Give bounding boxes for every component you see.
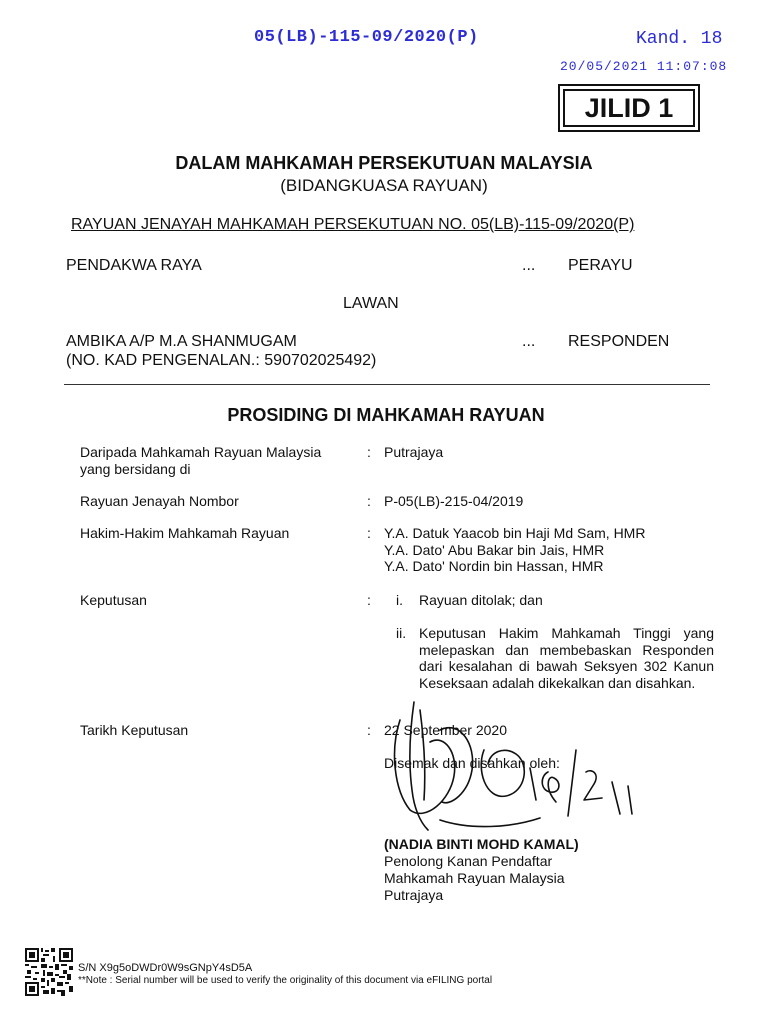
decision-ii-number: ii. [396,625,407,641]
divider [64,384,710,385]
filing-timestamp: 20/05/2021 11:07:08 [560,59,728,74]
respondent-name: AMBIKA A/P M.A SHANMUGAM [66,333,297,350]
from-court-label [80,444,321,478]
court-jurisdiction: (BIDANGKUASA RAYUAN) [280,176,488,195]
respondent-dots: ... [522,333,536,350]
jilid-box [558,84,700,132]
judges-list [384,525,645,575]
appeal-title: RAYUAN JENAYAH MAHKAMAH PERSEKUTUAN NO. 05(LB)-115-09/2020(P) [71,216,635,233]
court-name: DALAM MAHKAMAH PERSEKUTUAN MALAYSIA [175,153,593,173]
judge-name: Y.A. Dato' Nordin bin Hassan, HMR [384,558,604,574]
from-court-value: Putrajaya [384,444,444,460]
appeal-number-label: Rayuan Jenayah Nombor [80,493,239,509]
appellant-dots: ... [522,257,536,274]
respondent-role: RESPONDEN [568,333,670,350]
colon: : [367,592,371,608]
colon: : [367,493,371,509]
respondent-ic: (NO. KAD PENGENALAN.: 590702025492) [66,352,377,369]
judge-name: Y.A. Dato' Abu Bakar bin Jais, HMR [384,541,605,558]
from-court-label-line2: yang bersidang di [80,461,191,477]
signatory-location: Putrajaya [384,887,444,903]
appellant-role: PERAYU [568,257,633,274]
decision-i-text: Rayuan ditolak; dan [419,592,543,608]
serial-note: **Note : Serial number will be used to verify the originality of this document via eFILING portal [78,975,493,986]
colon: : [367,722,371,738]
decision-ii-text: Keputusan Hakim Mahkamah Tinggi yang melepaskan dan membebaskan Responden dari kesalahan di bawah Seksyen 302 Kanun Keseksaan adalah dikekalkan dan disahkan. [419,625,714,691]
judge-name: Y.A. Datuk Yaacob bin Haji Md Sam, HMR [384,525,646,541]
serial-number: S/N X9g5oDWDr0W9sGNpY4sD5A [78,962,253,974]
colon: : [367,444,371,460]
versus-label: LAWAN [343,295,399,312]
jilid-label: JILID 1 [563,89,695,127]
signatory-court: Mahkamah Rayuan Malaysia [384,870,565,886]
decision-i-number: i. [396,592,403,608]
handwritten-signature [380,690,650,850]
case-number-header: 05(LB)-115-09/2020(P) [254,28,479,47]
judges-label: Hakim-Hakim Mahkamah Rayuan [80,525,290,541]
signatory-name: (NADIA BINTI MOHD KAMAL) [384,836,579,852]
decision-date-value: 22 September 2020 [384,722,507,738]
decision-label: Keputusan [80,592,147,608]
qr-code-icon [25,948,73,996]
kand-number: Kand. 18 [636,29,723,49]
from-court-label-line1: Daripada Mahkamah Rayuan Malaysia [80,444,322,460]
proceedings-title: PROSIDING DI MAHKAMAH RAYUAN [227,405,545,425]
signatory-title: Penolong Kanan Pendaftar [384,853,553,869]
appeal-number-value: P-05(LB)-215-04/2019 [384,493,524,509]
appellant-name: PENDAKWA RAYA [66,257,202,274]
decision-date-label: Tarikh Keputusan [80,722,189,738]
colon: : [367,525,371,541]
certified-by-text: Disemak dan disahkan oleh: [384,755,560,771]
